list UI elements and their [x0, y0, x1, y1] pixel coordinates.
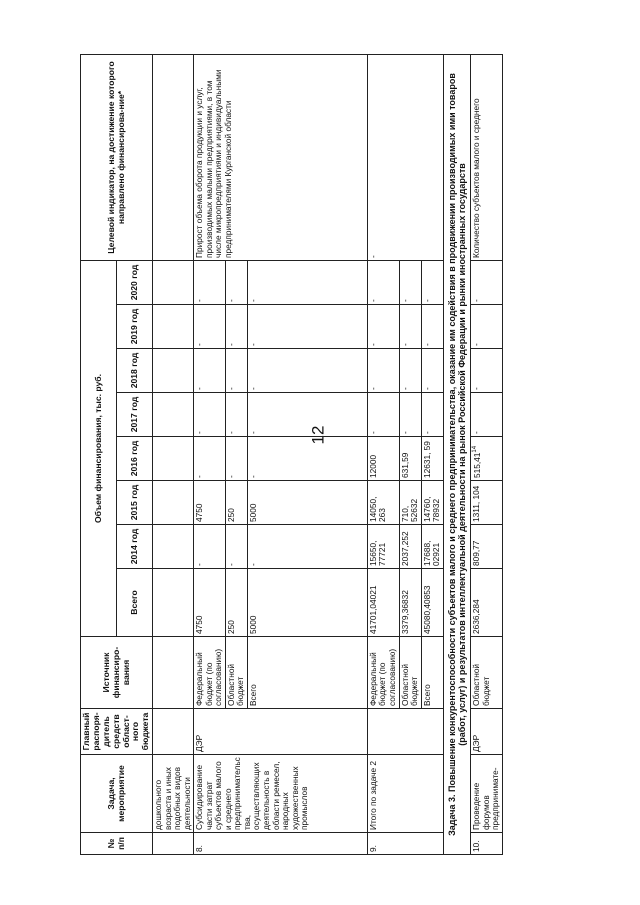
row-9-total-federal: 41701,04021 — [367, 569, 399, 637]
row-8-manager: ДЭР — [194, 709, 368, 755]
header-task: Задача, мероприятие — [81, 755, 153, 833]
row-8-source-federal: Федеральный бюджет (по согласованию) — [194, 637, 226, 709]
row-8-total-regional: 250 — [225, 569, 247, 637]
row-8-2015-regional: 250 — [225, 481, 247, 525]
row-8-source-regional: Областной бюджет — [225, 637, 247, 709]
header-volume: Объем финансирования, тыс. руб. — [81, 260, 117, 636]
cell-dash: - — [194, 260, 226, 304]
header-manager: Главный распоря-дитель средств област-ного бюджета — [81, 709, 153, 755]
header-2017: 2017 год — [117, 393, 153, 437]
row-9-2016-regional: 631,59 — [399, 437, 421, 481]
cell-dash: - — [367, 54, 443, 260]
cell-dash: - — [421, 393, 443, 437]
row-8-2015-all: 5000 — [247, 481, 367, 525]
cell-dash: - — [194, 437, 226, 481]
header-2016: 2016 год — [117, 437, 153, 481]
row-10-source: Областной бюджет — [471, 637, 503, 709]
header-2019: 2019 год — [117, 305, 153, 349]
cell-dash: - — [194, 525, 226, 569]
continuation-text: дошкольного возраста и иных подобных видов деятельности — [153, 755, 194, 833]
row-10-total: 2636,284 — [471, 569, 503, 637]
row-8-total-federal: 4750 — [194, 569, 226, 637]
header-row-1 — [81, 54, 117, 854]
cell-dash: - — [399, 305, 421, 349]
rotated-table-container — [80, 55, 560, 855]
row-8-source-all: Всего — [247, 637, 367, 709]
row-8-total-all: 5000 — [247, 569, 367, 637]
row-9-source-regional: Областной бюджет — [399, 637, 421, 709]
row-9-2014-regional: 2037,252 — [399, 525, 421, 569]
header-2015: 2015 год — [117, 481, 153, 525]
continuation-row — [153, 54, 194, 854]
row-8-2015-federal: 4750 — [194, 481, 226, 525]
row-10-task: Проведение форумов предпринимате- — [471, 755, 503, 833]
cell-dash: - — [421, 260, 443, 304]
row-10-2015: 1311, 104 — [471, 481, 503, 525]
row-8-task: Субсидирование части затрат субъектов малого и среднего предпринимательства, осуществляющих деятельность в области ремесел, народных художественных промыслов — [194, 755, 368, 833]
cell-dash: - — [194, 305, 226, 349]
cell-dash: - — [367, 260, 399, 304]
cell-dash: - — [471, 305, 503, 349]
cell-dash: - — [194, 393, 226, 437]
row-9-num: 9. — [367, 833, 443, 855]
row-9-total-all: 45080,40853 — [421, 569, 443, 637]
cell-dash: - — [225, 525, 247, 569]
cell-dash: - — [421, 305, 443, 349]
header-2014: 2014 год — [117, 525, 153, 569]
footnote-marker: 14 — [472, 445, 479, 453]
row-9-task: Итого по задаче 2 — [367, 755, 443, 833]
cell-dash: - — [399, 260, 421, 304]
cell-dash: - — [247, 525, 367, 569]
row-8-federal — [194, 54, 226, 854]
row-9-2015-regional: 710, 52632 — [399, 481, 421, 525]
cell-dash: - — [399, 349, 421, 393]
cell-dash: - — [247, 437, 367, 481]
row-10-2016: 515,41$^{14}$ — [471, 437, 503, 481]
cell-dash: - — [367, 349, 399, 393]
row-9-source-all: Всего — [421, 637, 443, 709]
row-10-num: 10. — [471, 833, 503, 855]
row-9-2016-all: 12631, 59 — [421, 437, 443, 481]
page-number: 12 — [308, 425, 328, 445]
header-2020: 2020 год — [117, 260, 153, 304]
cell-dash: - — [225, 349, 247, 393]
cell-dash: - — [247, 305, 367, 349]
cell-dash: - — [247, 393, 367, 437]
row-10 — [471, 54, 503, 854]
row-10-2014: 809,77 — [471, 525, 503, 569]
row-10-target: Количество субъектов малого и среднего — [471, 54, 503, 260]
cell-dash: - — [247, 349, 367, 393]
header-2018: 2018 год — [117, 349, 153, 393]
cell-dash: - — [225, 305, 247, 349]
row-9-source-federal: Федеральный бюджет (по согласованию) — [367, 637, 399, 709]
row-9-federal — [367, 54, 399, 854]
row-9-2015-federal: 14050, 263 — [367, 481, 399, 525]
cell-dash: - — [471, 393, 503, 437]
cell-dash: - — [194, 349, 226, 393]
row-10-manager: ДЭР — [471, 709, 503, 755]
row-9-2014-federal: 15650, 77721 — [367, 525, 399, 569]
row-9-2014-all: 17688, 02921 — [421, 525, 443, 569]
row-8-target: Прирост объема оборота продукции и услуг, производимых малыми предприятиями, в том числе микропредприятиями и индивидуальными предпринимателями Курганской области — [194, 54, 368, 260]
cell-dash: - — [471, 260, 503, 304]
header-total: Всего — [117, 569, 153, 637]
header-num: № п/п — [81, 833, 153, 855]
cell-dash: - — [399, 393, 421, 437]
cell-dash: - — [421, 349, 443, 393]
task-3-row — [443, 54, 471, 854]
cell-dash: - — [225, 393, 247, 437]
row-8-num: 8. — [194, 833, 368, 855]
header-target: Целевой индикатор, на достижение которого направлено финансирова-ние* — [81, 54, 153, 260]
cell-dash: - — [367, 305, 399, 349]
cell-dash: - — [471, 349, 503, 393]
row-9-2016-federal: 12000 — [367, 437, 399, 481]
cell-dash: - — [247, 260, 367, 304]
row-9-total-regional: 3379,36832 — [399, 569, 421, 637]
financing-table — [80, 54, 503, 855]
row-9-2015-all: 14760, 78932 — [421, 481, 443, 525]
cell-dash: - — [367, 393, 399, 437]
task-3-heading: Задача 3. Повышение конкурентоспособности субъектов малого и среднего предпринимательства, оказание им содействия в продвижении производимых ими товаров (работ, услуг) и результатов интеллектуальной деятельности на рынок Российской Федерации и рынки иностранных государств — [443, 54, 471, 854]
header-source: Источник финансиро-вания — [81, 637, 153, 709]
cell-dash: - — [225, 437, 247, 481]
cell-dash: - — [225, 260, 247, 304]
